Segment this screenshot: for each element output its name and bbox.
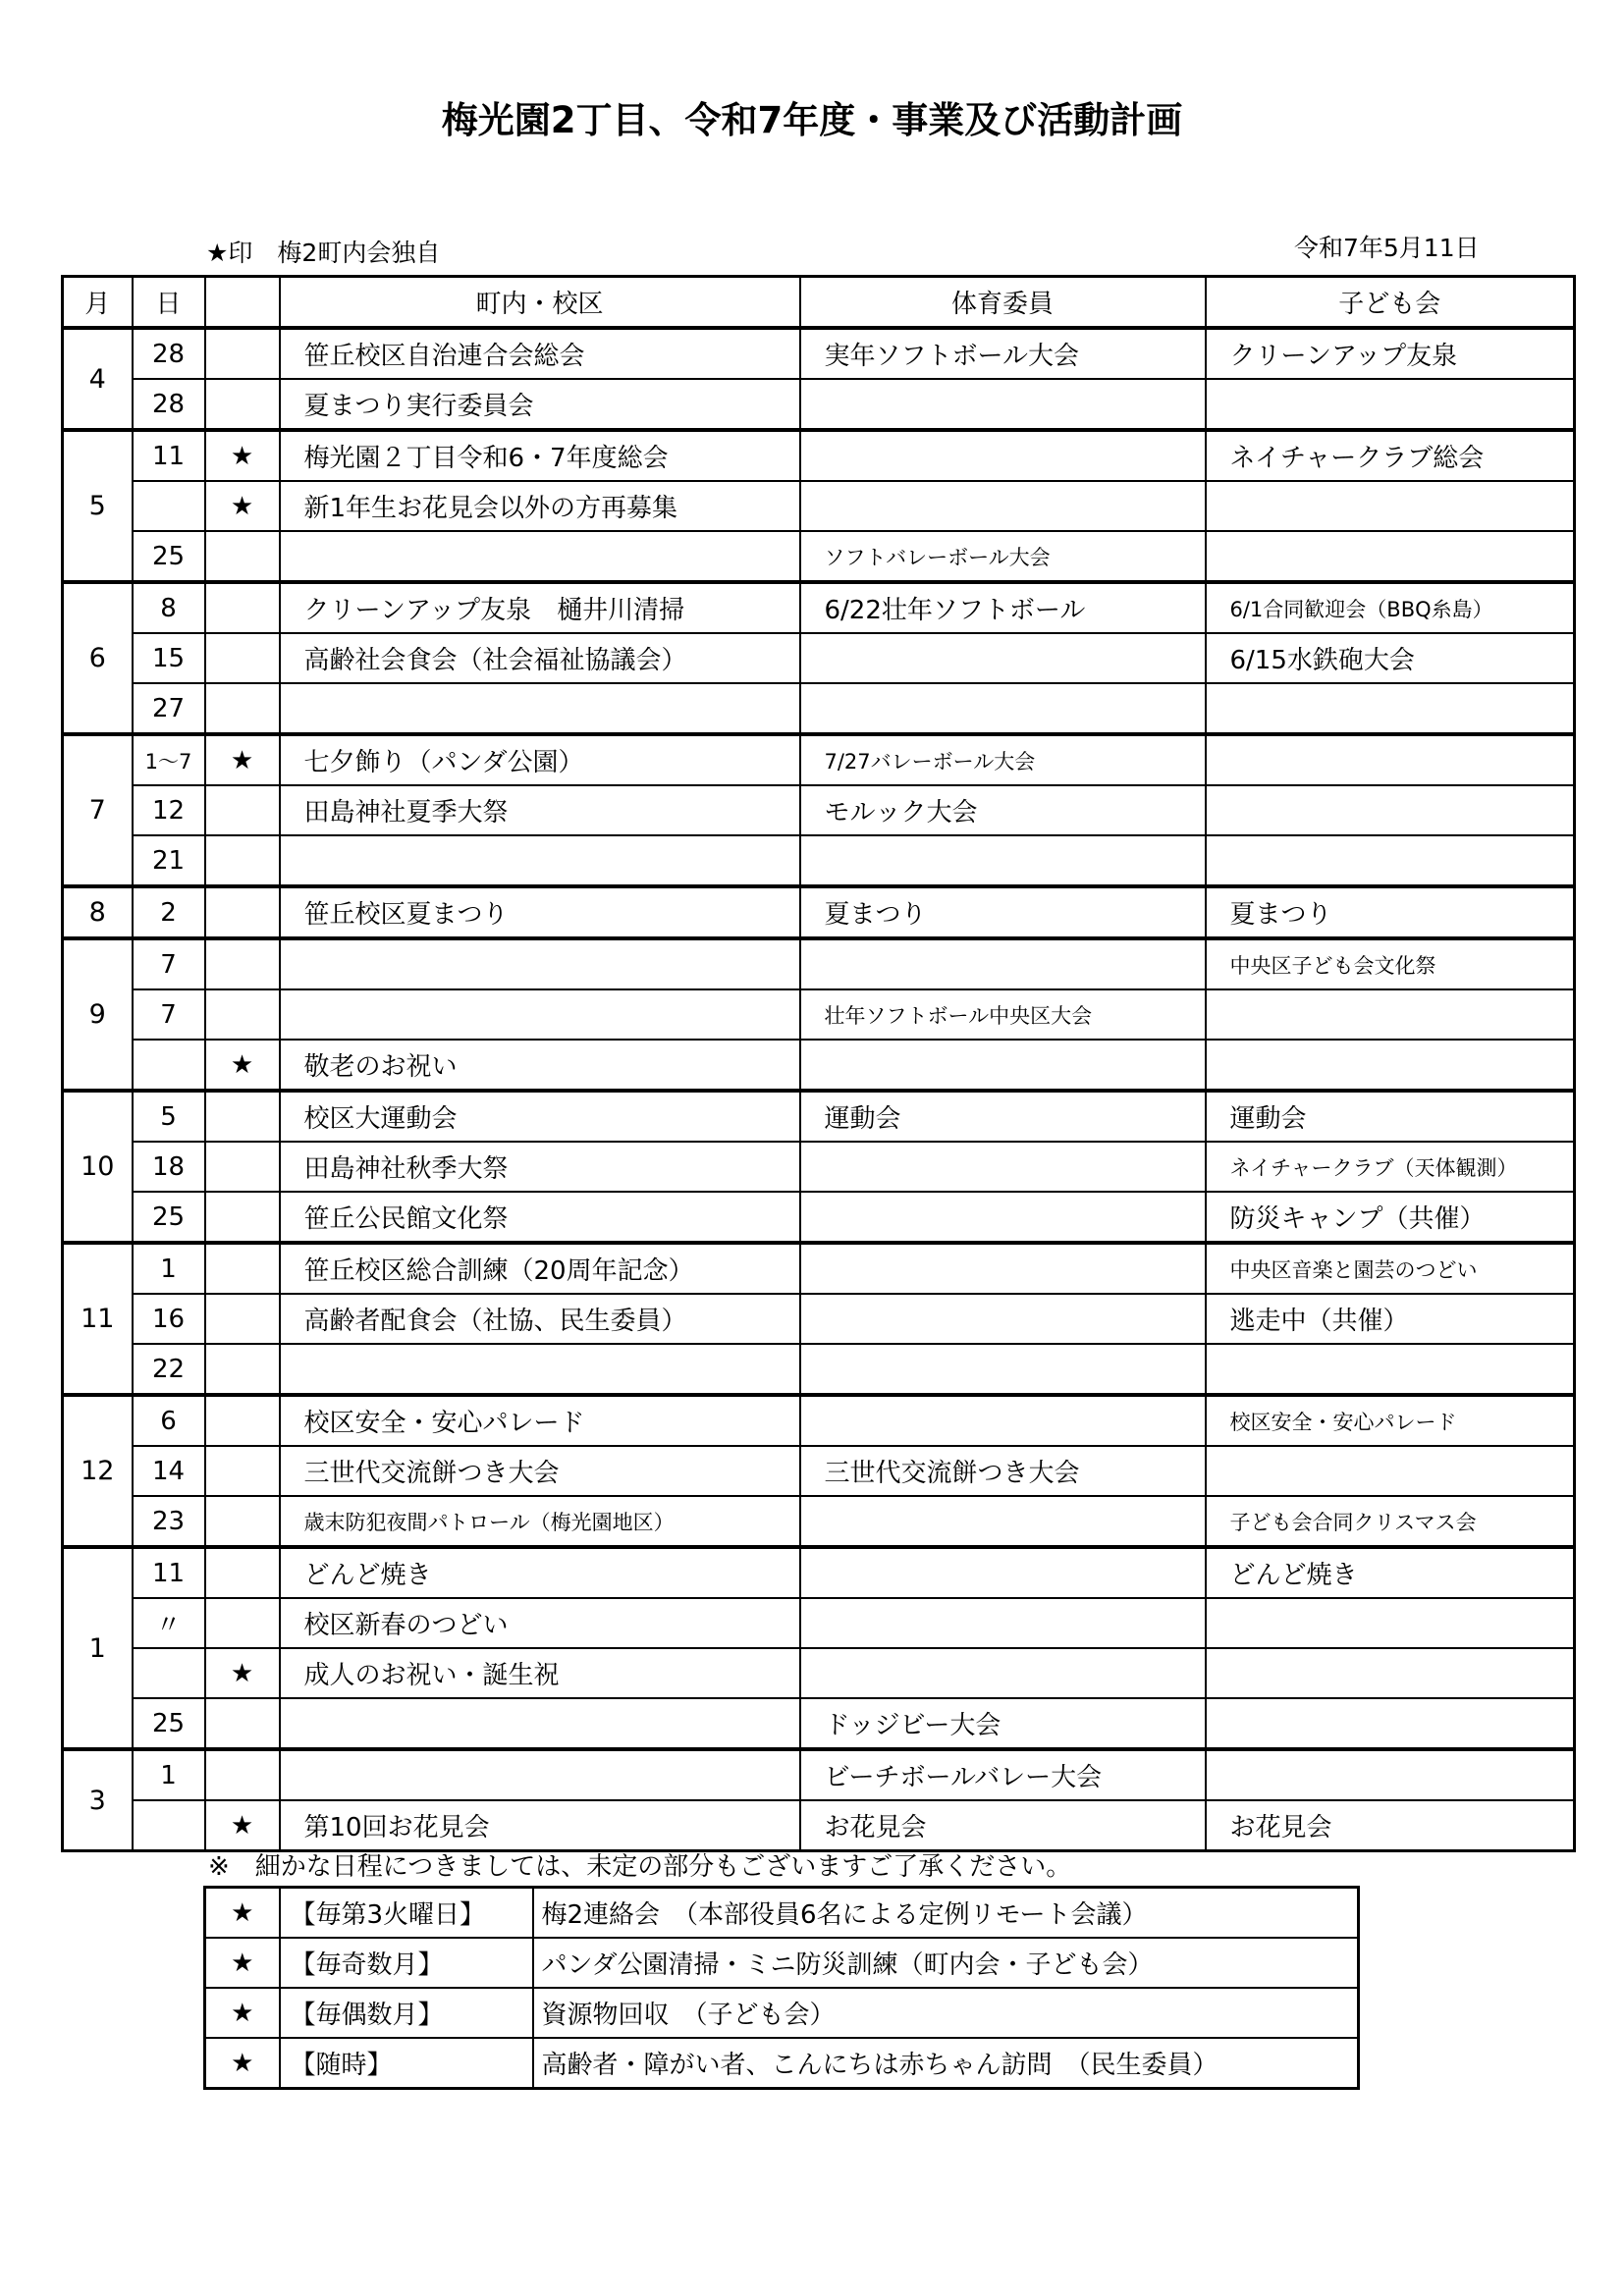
star-cell [205,989,280,1040]
schedule-note: ※ 細かな日程につきましては、未定の部分もございますご了承ください。 [208,1852,1072,1882]
day-cell: 16 [133,1294,205,1344]
kids-cell: 校区安全・安心パレード [1206,1395,1575,1446]
town-cell: 歳末防犯夜間パトロール（梅光園地区） [280,1496,800,1547]
table-row [63,734,1575,785]
month-cell: 10 [63,1091,133,1243]
town-cell [280,835,800,886]
kids-cell: 逃走中（共催） [1206,1294,1575,1344]
header-month: 月 [63,277,133,329]
kids-cell: ネイチャークラブ（天体観測） [1206,1142,1575,1192]
sports-cell: 壮年ソフトボール中央区大会 [800,989,1206,1040]
star-cell [205,683,280,734]
day-cell: 27 [133,683,205,734]
town-cell: 夏まつり実行委員会 [280,379,800,430]
star-cell [205,938,280,989]
page-title: 梅光園2丁目、令和7年度・事業及び活動計画 [441,99,1183,141]
kids-cell [1206,785,1575,835]
kids-cell [1206,1040,1575,1091]
table-row [63,1648,1575,1698]
sports-cell: ソフトバレーボール大会 [800,531,1206,582]
day-cell [133,1648,205,1698]
day-cell: 28 [133,379,205,430]
table-row [63,1243,1575,1294]
star-cell [205,1192,280,1243]
day-cell [133,481,205,531]
table-row [63,1192,1575,1243]
table-row [63,430,1575,481]
table-row [63,531,1575,582]
sports-cell [800,430,1206,481]
recurring-description: 高齢者・障がい者、こんにちは赤ちゃん訪問 （民生委員） [533,2038,1359,2089]
star-cell [205,1091,280,1142]
sports-cell [800,1344,1206,1395]
table-row [63,886,1575,938]
town-cell [280,1344,800,1395]
table-row [63,785,1575,835]
day-cell: 1～7 [133,734,205,785]
recurring-frequency: 【随時】 [280,2038,533,2089]
kids-cell [1206,379,1575,430]
day-cell: 21 [133,835,205,886]
sports-cell: 実年ソフトボール大会 [800,328,1206,379]
kids-cell [1206,989,1575,1040]
town-cell: 田島神社秋季大祭 [280,1142,800,1192]
kids-cell: ネイチャークラブ総会 [1206,430,1575,481]
star-cell [205,835,280,886]
town-cell [280,1698,800,1749]
recurring-frequency: 【毎第3火曜日】 [280,1888,533,1939]
star-cell [205,1294,280,1344]
star-cell [205,1142,280,1192]
star-cell [205,531,280,582]
star-cell [205,1243,280,1294]
day-cell: 〃 [133,1598,205,1648]
kids-cell [1206,683,1575,734]
star-cell [205,1344,280,1395]
day-cell: 7 [133,989,205,1040]
star-cell: ★ [205,1648,280,1698]
day-cell: 25 [133,1192,205,1243]
kids-cell: どんど焼き [1206,1547,1575,1598]
star-cell [205,1496,280,1547]
table-row [63,1749,1575,1800]
star-cell [205,886,280,938]
town-cell: 新1年生お花見会以外の方再募集 [280,481,800,531]
star-cell [205,1598,280,1648]
star-cell [205,582,280,633]
town-cell: 校区安全・安心パレード [280,1395,800,1446]
table-row [63,1547,1575,1598]
town-cell: 三世代交流餅つき大会 [280,1446,800,1496]
table-row [63,582,1575,633]
month-cell: 12 [63,1395,133,1547]
sports-cell [800,1040,1206,1091]
kids-cell [1206,1598,1575,1648]
kids-cell: 防災キャンプ（共催） [1206,1192,1575,1243]
sports-cell [800,1496,1206,1547]
recurring-description: 資源物回収 （子ども会） [533,1988,1359,2038]
table-row [63,1698,1575,1749]
header-day: 日 [133,277,205,329]
town-cell: 敬老のお祝い [280,1040,800,1091]
town-cell [280,989,800,1040]
star-cell [205,1446,280,1496]
recurring-row [205,1888,1359,1939]
town-cell [280,938,800,989]
town-cell [280,531,800,582]
kids-cell [1206,1749,1575,1800]
day-cell: 15 [133,633,205,683]
town-cell: 七夕飾り（パンダ公園） [280,734,800,785]
day-cell: 11 [133,430,205,481]
town-cell: 校区大運動会 [280,1091,800,1142]
recurring-frequency: 【毎奇数月】 [280,1938,533,1988]
kids-cell [1206,1446,1575,1496]
kids-cell [1206,835,1575,886]
table-row [63,1496,1575,1547]
town-cell: どんど焼き [280,1547,800,1598]
recurring-star: ★ [205,1988,280,2038]
kids-cell [1206,481,1575,531]
sports-cell [800,1598,1206,1648]
day-cell: 5 [133,1091,205,1142]
document-date: 令和7年5月11日 [1294,234,1480,262]
table-row [63,328,1575,379]
kids-cell: 運動会 [1206,1091,1575,1142]
town-cell: クリーンアップ友泉 樋井川清掃 [280,582,800,633]
sports-cell: ドッジビー大会 [800,1698,1206,1749]
header-town: 町内・校区 [280,277,800,329]
recurring-description: 梅2連絡会 （本部役員6名による定例リモート会議） [533,1888,1359,1939]
kids-cell: 中央区子ども会文化祭 [1206,938,1575,989]
star-cell [205,633,280,683]
sports-cell [800,835,1206,886]
sports-cell [800,1648,1206,1698]
header-star [205,277,280,329]
kids-cell [1206,1344,1575,1395]
recurring-table [203,1886,1360,2090]
table-row [63,633,1575,683]
recurring-row [205,1988,1359,2038]
day-cell: 8 [133,582,205,633]
table-row [63,1040,1575,1091]
sports-cell: お花見会 [800,1800,1206,1851]
sports-cell [800,938,1206,989]
day-cell [133,1800,205,1851]
day-cell: 18 [133,1142,205,1192]
sports-cell [800,1142,1206,1192]
table-row [63,1142,1575,1192]
sports-cell: 夏まつり [800,886,1206,938]
sports-cell [800,633,1206,683]
recurring-star: ★ [205,1888,280,1939]
kids-cell: お花見会 [1206,1800,1575,1851]
sports-cell: ビーチボールバレー大会 [800,1749,1206,1800]
day-cell: 1 [133,1243,205,1294]
table-row [63,1395,1575,1446]
star-cell: ★ [205,481,280,531]
month-cell: 9 [63,938,133,1091]
month-cell: 5 [63,430,133,582]
star-cell [205,1749,280,1800]
town-cell: 田島神社夏季大祭 [280,785,800,835]
sports-cell [800,1243,1206,1294]
table-row [63,989,1575,1040]
table-row [63,1800,1575,1851]
sports-cell [800,379,1206,430]
day-cell: 25 [133,1698,205,1749]
table-row [63,481,1575,531]
table-row [63,1091,1575,1142]
sports-cell [800,1192,1206,1243]
recurring-frequency: 【毎偶数月】 [280,1988,533,2038]
kids-cell: 夏まつり [1206,886,1575,938]
schedule-table [61,275,1576,1852]
sports-cell: 6/22壮年ソフトボール [800,582,1206,633]
month-cell: 11 [63,1243,133,1395]
table-row [63,1446,1575,1496]
kids-cell [1206,1648,1575,1698]
month-cell: 7 [63,734,133,886]
day-cell: 11 [133,1547,205,1598]
table-row [63,1294,1575,1344]
town-cell [280,1749,800,1800]
day-cell: 28 [133,328,205,379]
star-cell: ★ [205,430,280,481]
kids-cell [1206,734,1575,785]
month-cell: 3 [63,1749,133,1851]
town-cell [280,683,800,734]
table-row [63,835,1575,886]
header-sports: 体育委員 [800,277,1206,329]
month-cell: 1 [63,1547,133,1749]
kids-cell: 中央区音楽と園芸のつどい [1206,1243,1575,1294]
town-cell: 梅光園２丁目令和6・7年度総会 [280,430,800,481]
day-cell: 2 [133,886,205,938]
star-cell [205,1395,280,1446]
star-cell [205,785,280,835]
sports-cell [800,1547,1206,1598]
town-cell: 笹丘校区夏まつり [280,886,800,938]
sports-cell [800,1395,1206,1446]
recurring-row [205,2038,1359,2089]
recurring-star: ★ [205,1938,280,1988]
sports-cell [800,1294,1206,1344]
town-cell: 成人のお祝い・誕生祝 [280,1648,800,1698]
star-cell [205,1547,280,1598]
day-cell: 1 [133,1749,205,1800]
recurring-star: ★ [205,2038,280,2089]
star-cell: ★ [205,734,280,785]
sports-cell [800,481,1206,531]
kids-cell: 子ども会合同クリスマス会 [1206,1496,1575,1547]
kids-cell [1206,1698,1575,1749]
kids-cell: 6/15水鉄砲大会 [1206,633,1575,683]
day-cell: 7 [133,938,205,989]
day-cell: 12 [133,785,205,835]
month-cell: 8 [63,886,133,938]
town-cell: 高齢社会食会（社会福祉協議会） [280,633,800,683]
day-cell: 22 [133,1344,205,1395]
kids-cell: クリーンアップ友泉 [1206,328,1575,379]
table-row [63,1344,1575,1395]
kids-cell: 6/1合同歓迎会（BBQ糸島） [1206,582,1575,633]
table-row [63,938,1575,989]
month-cell: 4 [63,328,133,430]
sports-cell: 三世代交流餅つき大会 [800,1446,1206,1496]
town-cell: 校区新春のつどい [280,1598,800,1648]
sports-cell: 運動会 [800,1091,1206,1142]
star-cell: ★ [205,1040,280,1091]
day-cell: 6 [133,1395,205,1446]
star-cell [205,328,280,379]
table-row [63,379,1575,430]
sports-cell [800,683,1206,734]
day-cell: 14 [133,1446,205,1496]
town-cell: 笹丘校区総合訓練（20周年記念） [280,1243,800,1294]
star-cell: ★ [205,1800,280,1851]
town-cell: 高齢者配食会（社協、民生委員） [280,1294,800,1344]
recurring-description: パンダ公園清掃・ミニ防災訓練（町内会・子ども会） [533,1938,1359,1988]
day-cell: 23 [133,1496,205,1547]
town-cell: 笹丘公民館文化祭 [280,1192,800,1243]
table-row [63,1598,1575,1648]
town-cell: 第10回お花見会 [280,1800,800,1851]
month-cell: 6 [63,582,133,734]
star-legend-note: ★印 梅2町内会独自 [206,239,441,267]
sports-cell: 7/27バレーボール大会 [800,734,1206,785]
town-cell: 笹丘校区自治連合会総会 [280,328,800,379]
day-cell [133,1040,205,1091]
sports-cell: モルック大会 [800,785,1206,835]
table-row [63,683,1575,734]
day-cell: 25 [133,531,205,582]
schedule-header-row [63,277,1575,329]
recurring-row [205,1938,1359,1988]
star-cell [205,1698,280,1749]
kids-cell [1206,531,1575,582]
header-kids: 子ども会 [1206,277,1575,329]
star-cell [205,379,280,430]
